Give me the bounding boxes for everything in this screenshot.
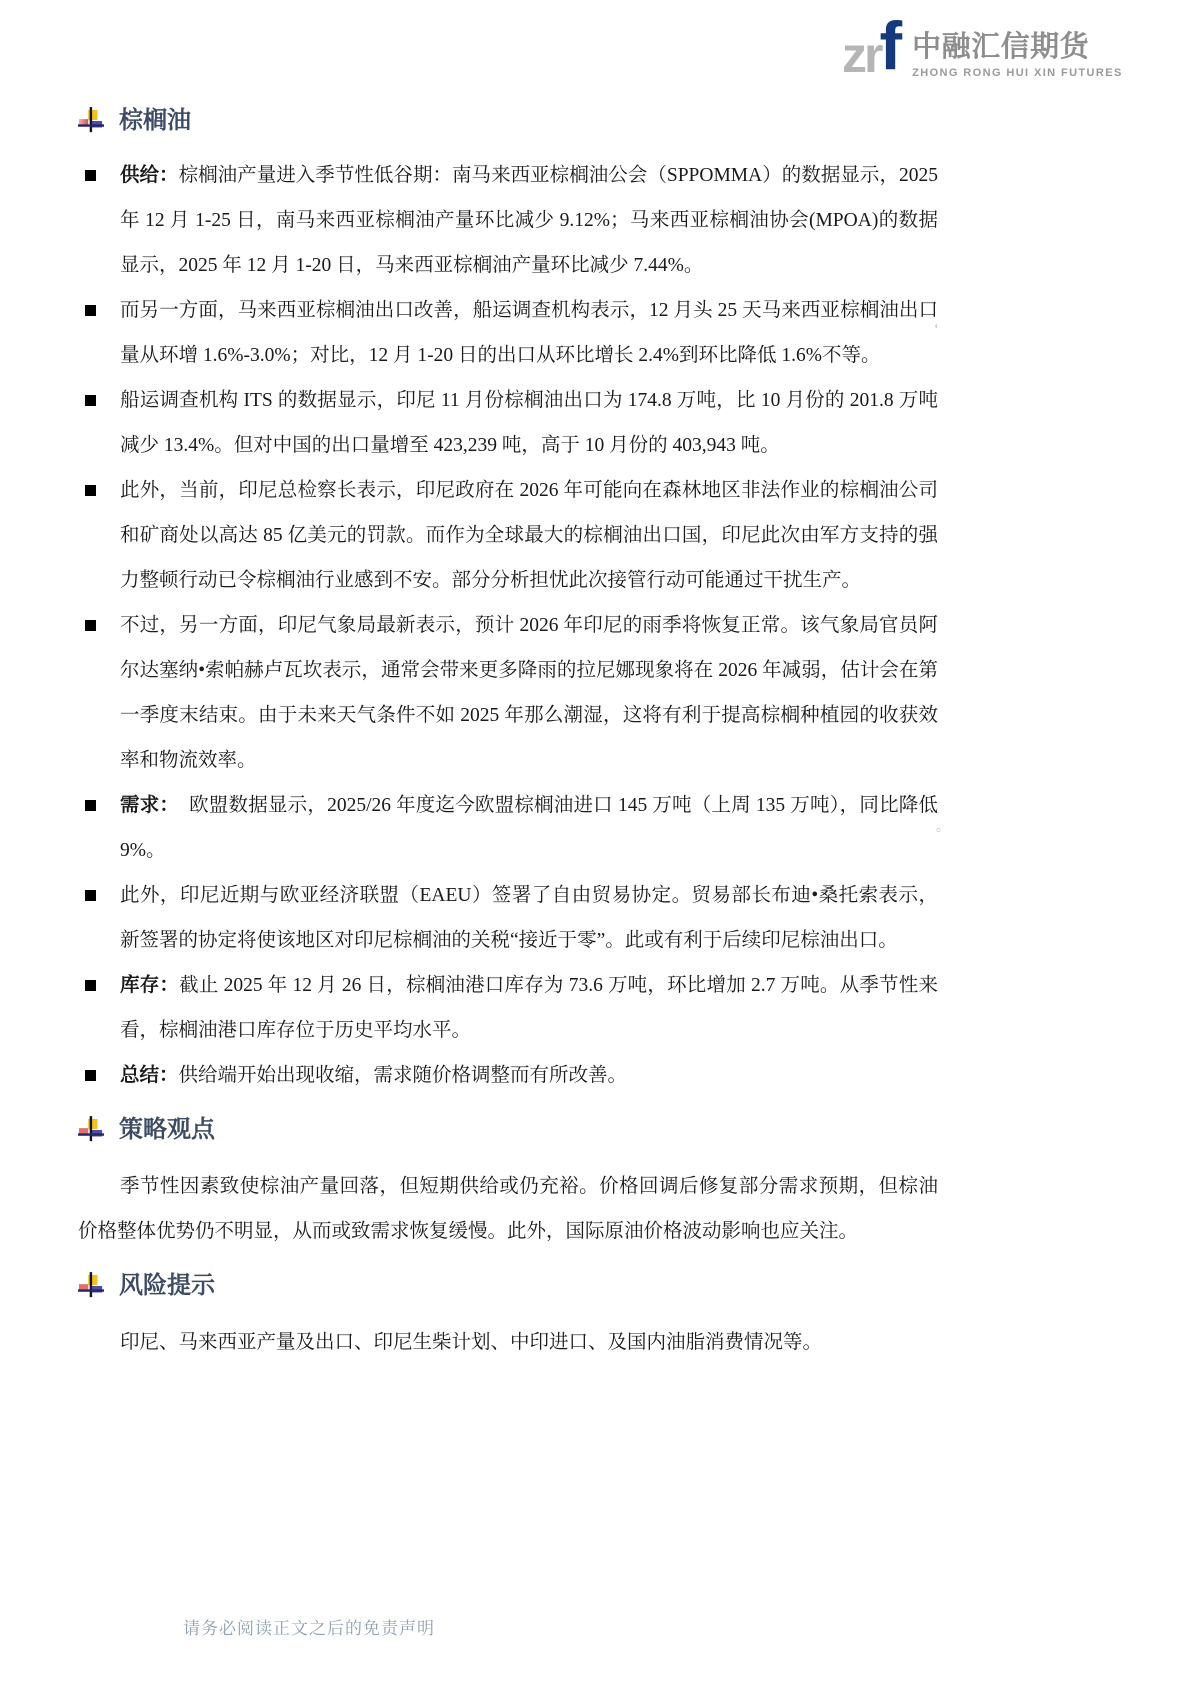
section-title: 风险提示 xyxy=(119,1272,215,1299)
section-heading-risk xyxy=(78,1269,938,1303)
section-marker-icon xyxy=(78,107,104,135)
bullet-demand xyxy=(78,783,938,873)
strategy-paragraph: 季节性因素致使棕油产量回落，但短期供给或仍充裕。价格回调后修复部分需求预期，但棕油价格整体优势仍不明显，从而或致需求恢复缓慢。此外，国际原油价格波动影响也应关注。 xyxy=(78,1176,938,1242)
zrf-logo-mark xyxy=(842,8,903,85)
square-bullet-icon xyxy=(85,890,96,901)
scan-artifact-mark: 。 xyxy=(936,820,950,835)
bullet-indonesia-fines xyxy=(78,468,938,603)
square-bullet-icon xyxy=(85,395,96,406)
company-logo xyxy=(842,8,1123,85)
bullet-text: 此外，当前，印尼总检察长表示，印尼政府在 2026 年可能向在森林地区非法作业的棕榈油公司和矿商处以高达 85 亿美元的罚款。而作为全球最大的棕榈油出口国，印尼此次由军方支持的强力整顿行动已令棕榈油行业感到不安。部分分析担忧此次接管行动可能通过干扰生产。 xyxy=(120,480,938,591)
logo-letters-zr: zr xyxy=(842,27,881,83)
bullet-text: 船运调查机构 ITS 的数据显示，印尼 11 月份棕榈油出口为 174.8 万吨，比 10 月份的 201.8 万吨减少 13.4%。但对中国的出口量增至 423,239 吨，高于 10 月份的 403,943 吨。 xyxy=(120,390,938,456)
bullet-text: 不过，另一方面，印尼气象局最新表示，预计 2026 年印尼的雨季将恢复正常。该气象局官员阿尔达塞纳•索帕赫卢瓦坎表示，通常会带来更多降雨的拉尼娜现象将在 2026 年减弱，估计会在第一季度末结束。由于未来天气条件不如 2025 年那么潮湿，这将有利于提高棕榈种植园的收获效率和物流效率。 xyxy=(120,615,938,771)
risk-paragraph: 印尼、马来西亚产量及出口、印尼生柴计划、中印进口、及国内油脂消费情况等。 xyxy=(120,1332,823,1353)
bullet-its-data xyxy=(78,378,938,468)
bullet-summary xyxy=(78,1053,938,1098)
scan-artifact-mark: ‘ xyxy=(934,322,939,337)
square-bullet-icon xyxy=(85,485,96,496)
section-marker-icon xyxy=(78,1272,104,1300)
section-marker-icon xyxy=(78,1116,104,1144)
logo-letter-f: f xyxy=(879,8,903,85)
bullet-eaeu-agreement xyxy=(78,873,938,963)
square-bullet-icon xyxy=(85,800,96,811)
logo-names xyxy=(912,18,1123,79)
square-bullet-icon xyxy=(85,620,96,631)
bullet-text: 棕榈油产量进入季节性低谷期：南马来西亚棕榈油公会（SPPOMMA）的数据显示，2025 年 12 月 1-25 日，南马来西亚棕榈油产量环比减少 9.12%；马来西亚棕榈油协会(MPOA)的数据显示，2025 年 12 月 1-20 日，马来西亚棕榈油产量环比减少 7.44%。 xyxy=(120,165,938,276)
section-heading-strategy xyxy=(78,1113,938,1147)
bullet-label: 总结： xyxy=(120,1065,179,1086)
bullet-exports-malaysia xyxy=(78,288,938,378)
report-body xyxy=(78,104,938,1365)
bullet-text: 欧盟数据显示，2025/26 年度迄今欧盟棕榈油进口 145 万吨（上周 135 万吨），同比降低 9%。 xyxy=(120,795,938,861)
square-bullet-icon xyxy=(85,170,96,181)
bullet-text: 此外，印尼近期与欧亚经济联盟（EAEU）签署了自由贸易协定。贸易部长布迪•桑托索表示，新签署的协定将使该地区对印尼棕榈油的关税“接近于零”。此或有利于后续印尼棕油出口。 xyxy=(120,885,938,951)
bullet-weather xyxy=(78,603,938,783)
footer-disclaimer: 请务必阅读正文之后的免责声明 xyxy=(183,1619,435,1638)
bullet-text: 而另一方面，马来西亚棕榈油出口改善，船运调查机构表示，12 月头 25 天马来西亚棕榈油出口量从环增 1.6%-3.0%；对比，12 月 1-20 日的出口从环比增长 2.4%到环比降低 1.6%不等。 xyxy=(120,300,938,366)
section-title: 棕榈油 xyxy=(119,107,191,134)
company-name-en: ZHONG RONG HUI XIN FUTURES xyxy=(912,66,1123,79)
bullet-label: 供给： xyxy=(120,165,179,186)
palm-oil-bullet-list xyxy=(78,153,938,1098)
square-bullet-icon xyxy=(85,980,96,991)
bullet-inventory xyxy=(78,963,938,1053)
bullet-label: 库存： xyxy=(120,975,180,996)
bullet-text: 截止 2025 年 12 月 26 日，棕榈油港口库存为 73.6 万吨，环比增加 2.7 万吨。从季节性来看，棕榈油港口库存位于历史平均水平。 xyxy=(120,975,938,1041)
bullet-supply xyxy=(78,153,938,288)
company-name-cn: 中融汇信期货 xyxy=(912,31,1090,63)
section-title: 策略观点 xyxy=(119,1116,215,1143)
bullet-label: 需求： xyxy=(120,795,170,816)
square-bullet-icon xyxy=(85,305,96,316)
square-bullet-icon xyxy=(85,1070,96,1081)
section-heading-palm-oil xyxy=(78,104,938,138)
bullet-text: 供给端开始出现收缩，需求随价格调整而有所改善。 xyxy=(178,1065,628,1086)
